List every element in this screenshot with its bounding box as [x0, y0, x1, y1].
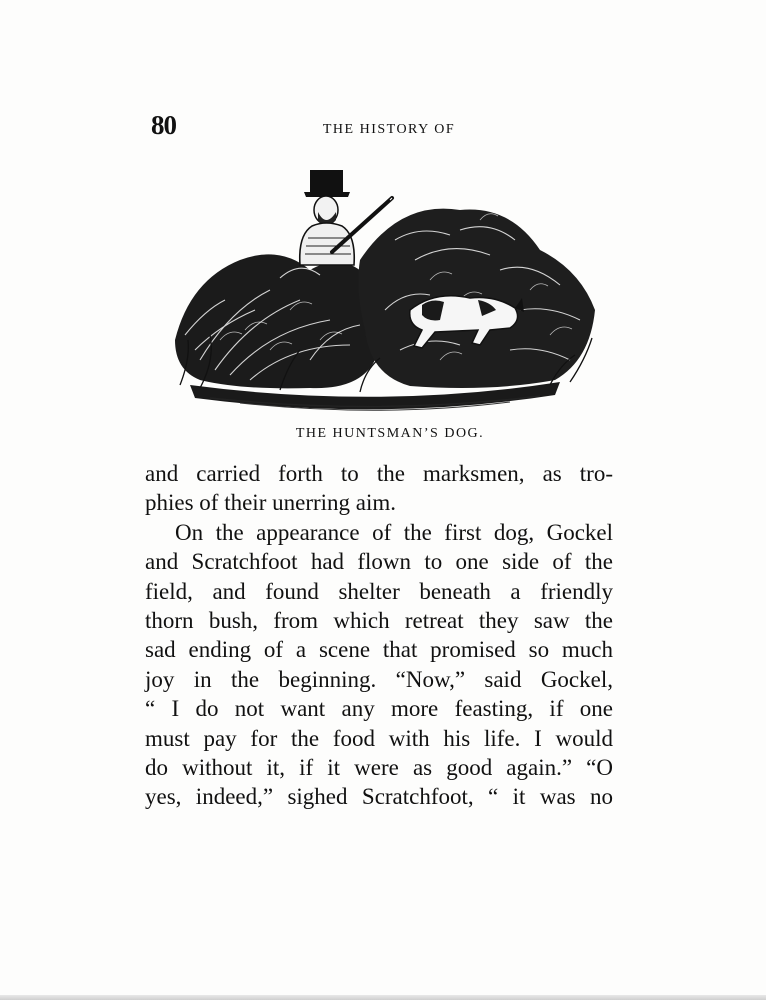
text-line: do without it, if it were as good again.” “O	[145, 755, 613, 781]
text-line: field, and found shelter beneath a friendly	[145, 578, 613, 604]
text-line: sad ending of a scene that promised so much	[145, 637, 613, 663]
text-line: “ I do not want any more feasting, if one	[145, 696, 613, 722]
page-bottom-edge	[0, 995, 766, 1000]
woodcut-illustration	[160, 160, 600, 415]
text-line: and Scratchfoot had flown to one side of the	[145, 549, 613, 575]
text-line: phies of their unerring aim.	[145, 490, 397, 516]
running-head: THE HISTORY OF	[322, 122, 456, 137]
text-line: joy in the beginning. “Now,” said Gockel,	[145, 666, 613, 692]
text-line: and carried forth to the marksmen, as tro-	[145, 461, 613, 486]
body-text	[145, 459, 613, 812]
text-line: yes, indeed,” sighed Scratchfoot, “ it was no	[145, 784, 613, 810]
text-line: On the appearance of the first dog, Gockel	[175, 519, 613, 545]
text-line: must pay for the food with his life. I would	[145, 725, 613, 751]
text-line: thorn bush, from which retreat they saw the	[145, 608, 613, 634]
illustration-caption: THE HUNTSMAN’S DOG.	[295, 426, 485, 441]
page-number: 80	[151, 110, 176, 140]
